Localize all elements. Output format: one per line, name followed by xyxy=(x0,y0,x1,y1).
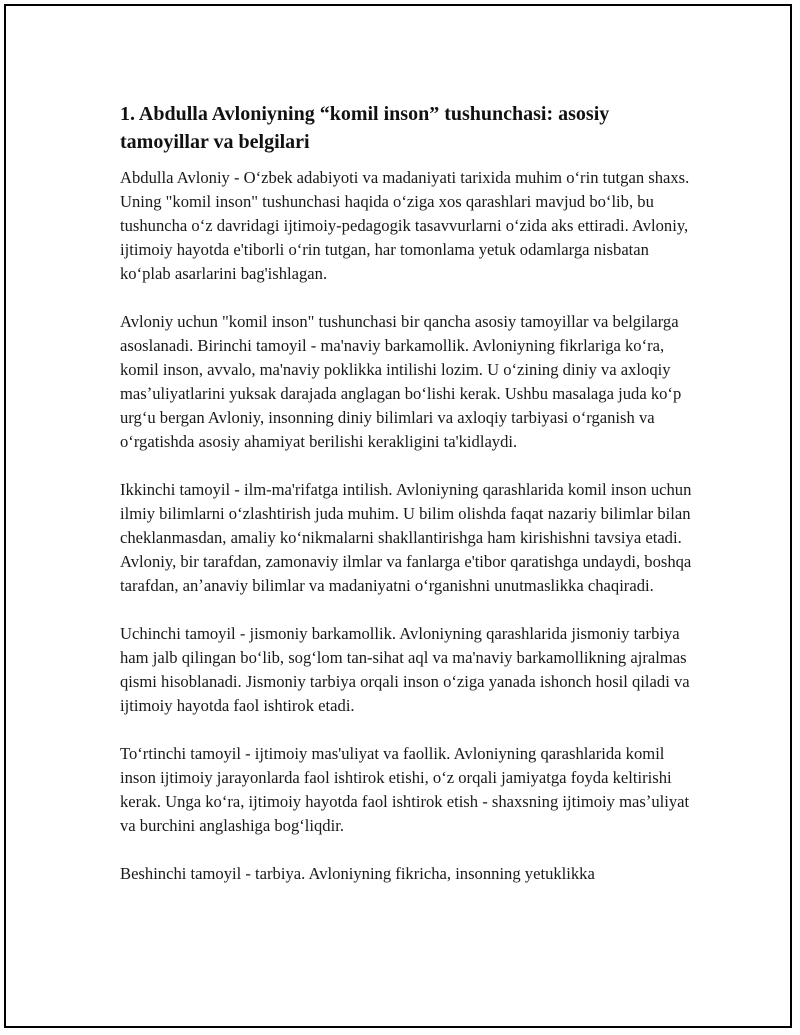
document-title: 1. Abdulla Avloniyning “komil inson” tushunchasi: asosiy tamoyillar va belgilari xyxy=(120,103,610,153)
paragraph-intro: Abdulla Avloniy - Oʻzbek adabiyoti va madaniyati tarixida muhim oʻrin tutgan shaxs. Uning "komil inson" tushunchasi haqida oʻziga xos qarashlari mavjud boʻlib, bu tushuncha oʻz davridagi ijtimoiy-pedagogik tasavvurlarni oʻzida aks ettiradi. Avloniy, ijtimoiy hayotda e'tiborli oʻrin tutgan, har tomonlama yetuk odamlarga nisbatan koʻplab asarlarini bag'ishlagan. xyxy=(120,168,690,283)
paragraph-fifth-principle: Beshinchi tamoyil - tarbiya. Avloniyning fikricha, insonning yetuklikka xyxy=(120,864,595,883)
document-body xyxy=(120,100,700,910)
page-frame xyxy=(4,4,792,1028)
paragraph-first-principle: Avloniy uchun "komil inson" tushunchasi bir qancha asosiy tamoyillar va belgilarga asoslanadi. Birinchi tamoyil - ma'naviy barkamollik. Avloniyning fikrlariga koʻra, komil inson, avvalo, ma'naviy poklikka intilishi lozim. U oʻzining diniy va axloqiy masʼuliyatlarini yuksak darajada anglagan boʻlishi kerak. Ushbu masalaga juda koʻp urgʻu bergan Avloniy, insonning diniy bilimlari va axloqiy tarbiyasi oʻrganish va oʻrgatishda asosiy ahamiyat berilishi kerakligini ta'kidlaydi. xyxy=(120,312,682,451)
paragraph-second-principle: Ikkinchi tamoyil - ilm-ma'rifatga intilish. Avloniyning qarashlarida komil inson uchun ilmiy bilimlarni oʻzlashtirish juda muhim. U bilim olishda faqat nazariy bilimlar bilan cheklanmasdan, amaliy koʻnikmalarni shakllantirishga ham kirishishni tavsiya etadi. Avloniy, bir tarafdan, zamonaviy ilmlar va fanlarga e'tibor qaratishga undaydi, boshqa tarafdan, anʼanaviy bilimlar va madaniyatni oʻrganishni unutmaslikka chaqiradi. xyxy=(120,480,692,595)
paragraph-third-principle: Uchinchi tamoyil - jismoniy barkamollik. Avloniyning qarashlarida jismoniy tarbiya ham jalb qilingan boʻlib, sogʻlom tan-sihat aql va ma'naviy barkamollikning ajralmas qismi hisoblanadi. Jismoniy tarbiya orqali inson oʻziga yanada ishonch hosil qiladi va ijtimoiy hayotda faol ishtirok etadi. xyxy=(120,624,690,715)
paragraph-fourth-principle: Toʻrtinchi tamoyil - ijtimoiy mas'uliyat va faollik. Avloniyning qarashlarida komil inson ijtimoiy jarayonlarda faol ishtirok etishi, oʻz orqali jamiyatga foyda keltirishi kerak. Unga koʻra, ijtimoiy hayotda faol ishtirok etish - shaxsning ijtimoiy masʼuliyat va burchini anglashiga bogʻliqdir. xyxy=(120,744,690,835)
